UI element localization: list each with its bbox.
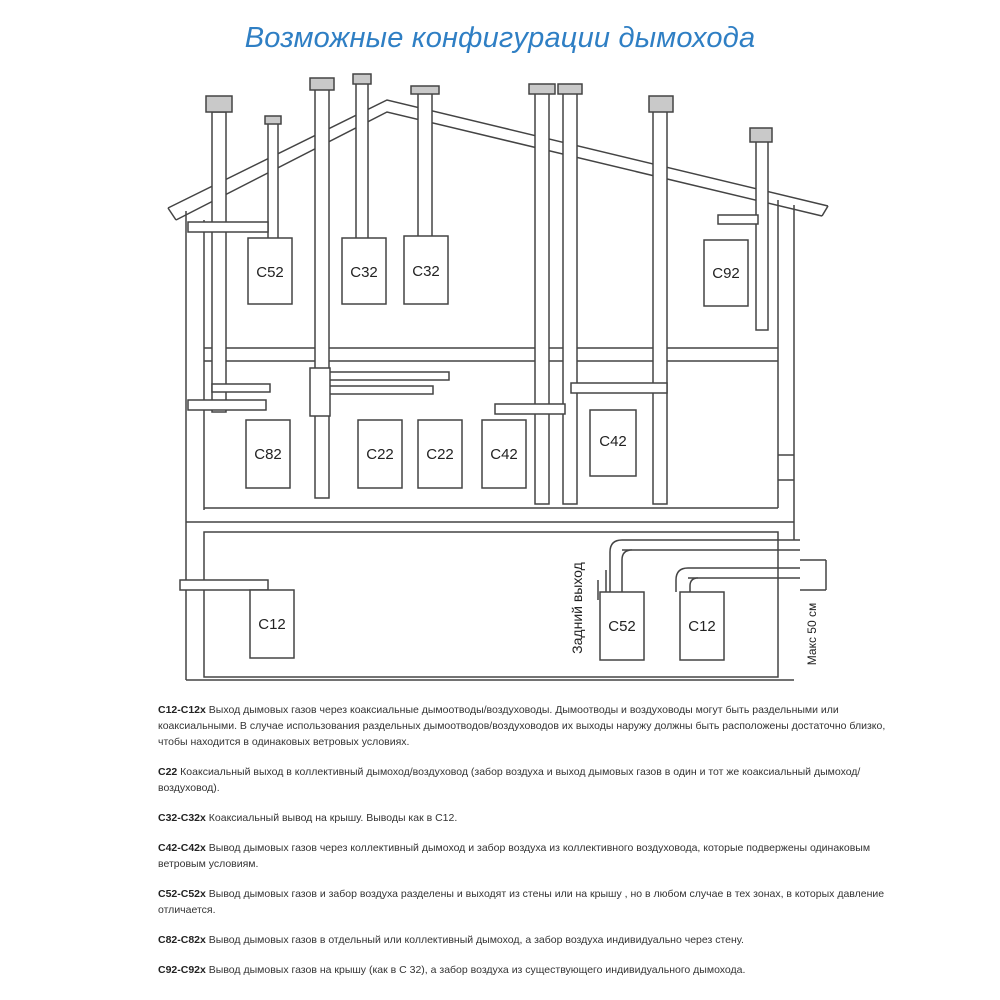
- legend-item-c82: C82-C82x Вывод дымовых газов в отдельный или коллективный дымоход, а забор воздуха индивидуально через стену.: [158, 934, 744, 946]
- boiler-label-c32-a: C32: [350, 264, 378, 281]
- page-title: Возможные конфигурации дымохода: [244, 22, 756, 54]
- rear-outlet-label: Задний выход: [569, 562, 585, 654]
- legend-item-c42: C42-C42x Вывод дымовых газов через коллективный дымоход и забор воздуха из коллективного воздуховода, которые подвержены одинаковым ветровым условиям.: [158, 842, 871, 870]
- legend-item-c92: C92-C92x Вывод дымовых газов на крышу (как в C 32), а забор воздуха из существующего индивидуального дымохода.: [158, 964, 746, 976]
- boiler-label-c92: C92: [712, 265, 740, 282]
- boiler-label-c12-left: C12: [258, 616, 286, 633]
- legend-item-c22: C22 Коаксиальный выход в коллективный дымоход/воздуховод (забор воздуха и выход дымовых газов в один и тот же коаксиальный дымоход/воздуховод).: [158, 766, 861, 794]
- max-50-label: Макс 50 см: [805, 602, 819, 666]
- legend-item-c12: C12-C12x Выход дымовых газов через коаксиальные дымоотводы/воздуховоды. Дымоотводы и воздуховоды могут быть раздельными или коаксиальными. В случае использования раздельных дымоотводов/воздуховодов их выходы наружу должны быть расположены достаточно близко, чтобы находится в одинаковых ветровых условиях.: [158, 704, 886, 748]
- legend-item-c52: C52-C52x Вывод дымовых газов и забор воздуха разделены и выходят из стены или на крышу , но в любом случае в тех зонах, в которых давление отличается.: [158, 888, 885, 916]
- boiler-label-c52-basement: C52: [608, 618, 636, 635]
- boiler-label-c42-a: C42: [490, 446, 518, 463]
- boiler-label-c42-b: C42: [599, 433, 627, 450]
- boiler-label-c52-attic: C52: [256, 264, 284, 281]
- legend-item-c32: C32-C32x Коаксиальный вывод на крышу. Выводы как в C12.: [158, 812, 458, 824]
- legend: [158, 702, 888, 992]
- flue-caps: [206, 74, 772, 142]
- boiler-label-c82: C82: [254, 446, 282, 463]
- boiler-label-c22-a: C22: [366, 446, 394, 463]
- boiler-label-c12-right: C12: [688, 618, 716, 635]
- boiler-label-c32-b: C32: [412, 263, 440, 280]
- boiler-label-c22-b: C22: [426, 446, 454, 463]
